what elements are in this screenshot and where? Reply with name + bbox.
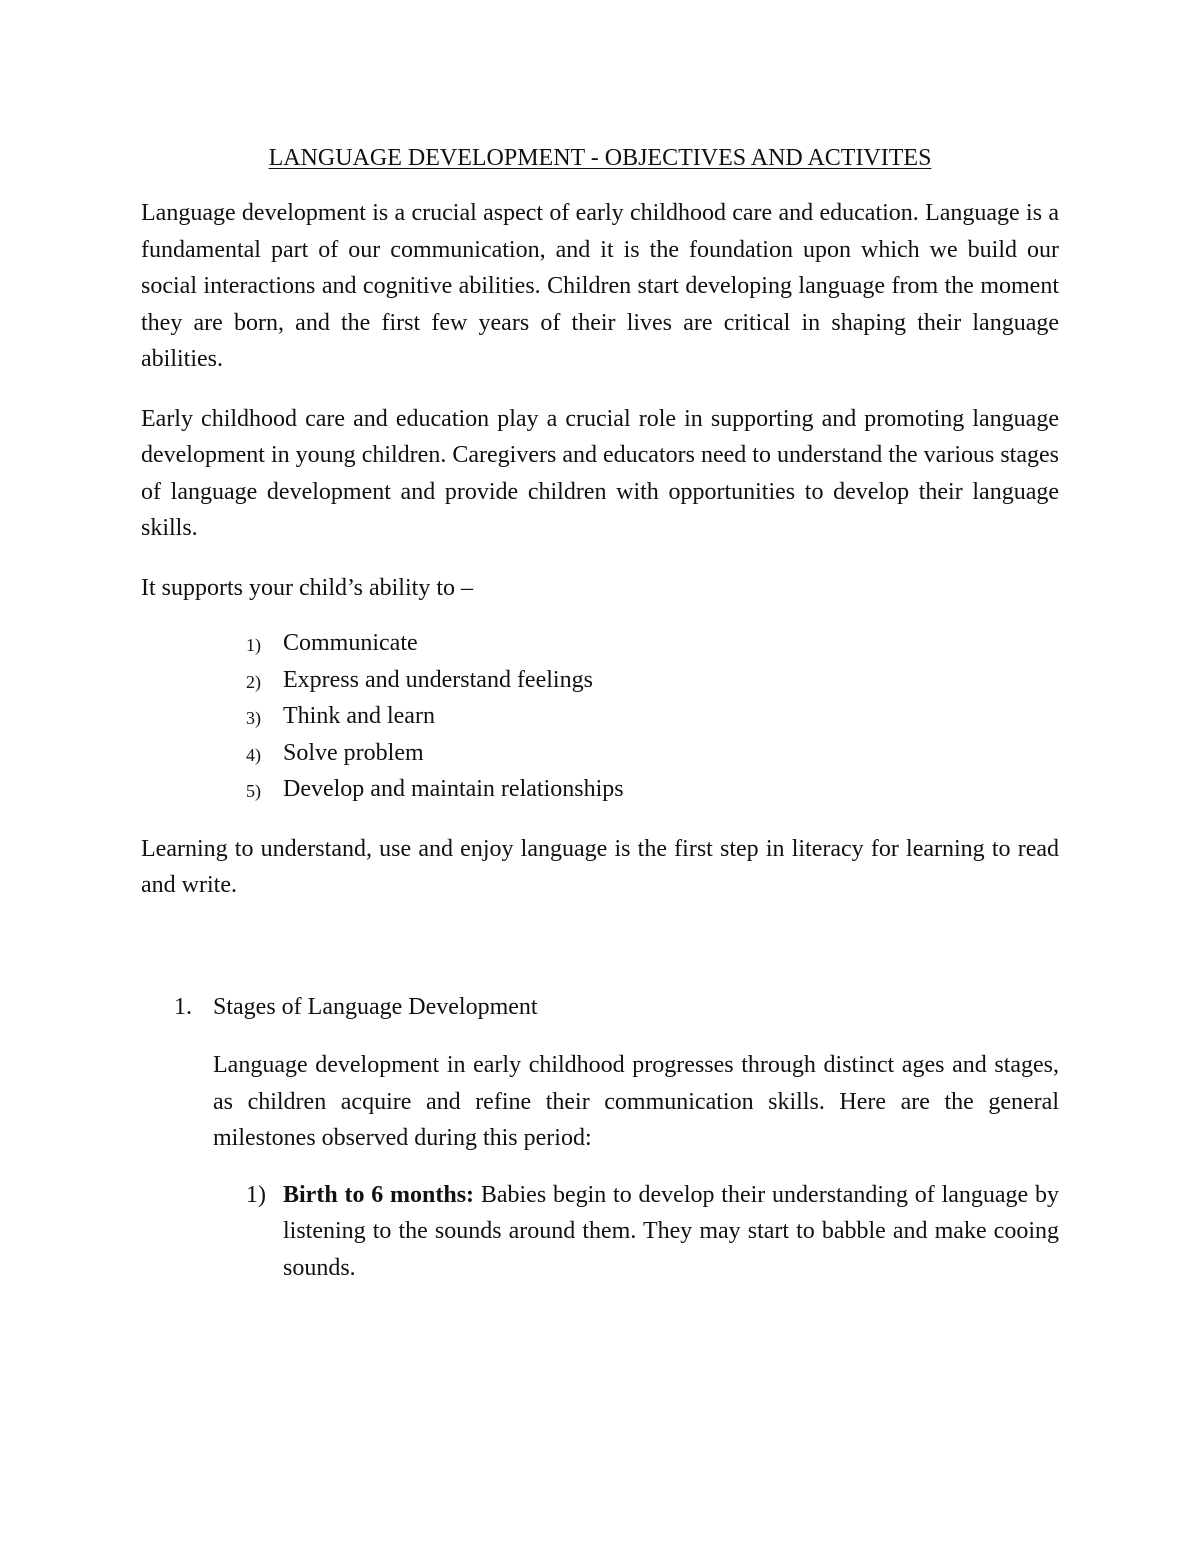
list-item (141, 771, 1059, 808)
list-item-number: 1) (246, 635, 261, 655)
list-item-number: 2) (246, 671, 261, 692)
intro-paragraph: Language development is a crucial aspect of early childhood care and education. Language is a fundamental part of our communication, and it is the foundation upon which we build our social interactions and cognitive abilities. Children start developing language from the moment they are born, and the first few years of their lives are critical in shaping their language abilities. (141, 200, 1059, 372)
list-item-text: Solve problem (283, 739, 424, 766)
section-number: 1. (174, 993, 192, 1020)
abilities-list (141, 625, 1059, 808)
list-item-number: 4) (246, 744, 261, 765)
section-heading (141, 989, 1059, 1026)
stage-label: Birth to 6 months: (283, 1181, 475, 1208)
stage-item (246, 1177, 1059, 1287)
document-content (141, 140, 1059, 1286)
section-body: Language development in early childhood progresses through distinct ages and stages, as children acquire and refine their communication skills. Here are the general milestones observed during this period: (213, 1052, 1059, 1151)
list-item-text: Develop and maintain relationships (283, 776, 624, 802)
list-item (141, 662, 1059, 699)
closing-paragraph: Learning to understand, use and enjoy language is the first step in literacy for learning to read and write. (141, 835, 1059, 898)
list-item-text: Think and learn (283, 703, 435, 729)
list-item (141, 625, 1059, 662)
section-heading-text: Stages of Language Development (213, 993, 538, 1020)
list-item-number: 3) (246, 708, 261, 728)
list-item-number: 5) (246, 781, 261, 801)
section-spacer (141, 927, 1059, 989)
list-item (141, 698, 1059, 735)
stage-text: Babies begin to develop their understanding of language by listening to the sounds around them. They may start to babble and make cooing sounds. (283, 1181, 1059, 1281)
stage-number: 1) (246, 1181, 266, 1208)
list-item-text: Express and understand feelings (283, 666, 593, 693)
page-title: LANGUAGE DEVELOPMENT - OBJECTIVES AND ACTIVITES (268, 145, 932, 171)
abilities-intro: It supports your child’s ability to – (141, 574, 473, 601)
ecce-paragraph: Early childhood care and education play a crucial role in supporting and promoting language development in young children. Caregivers and educators need to understand the various stages of language development and provide children with opportunities to develop their language skills. (141, 405, 1059, 541)
list-item-text: Communicate (283, 630, 418, 656)
list-item (141, 735, 1059, 772)
